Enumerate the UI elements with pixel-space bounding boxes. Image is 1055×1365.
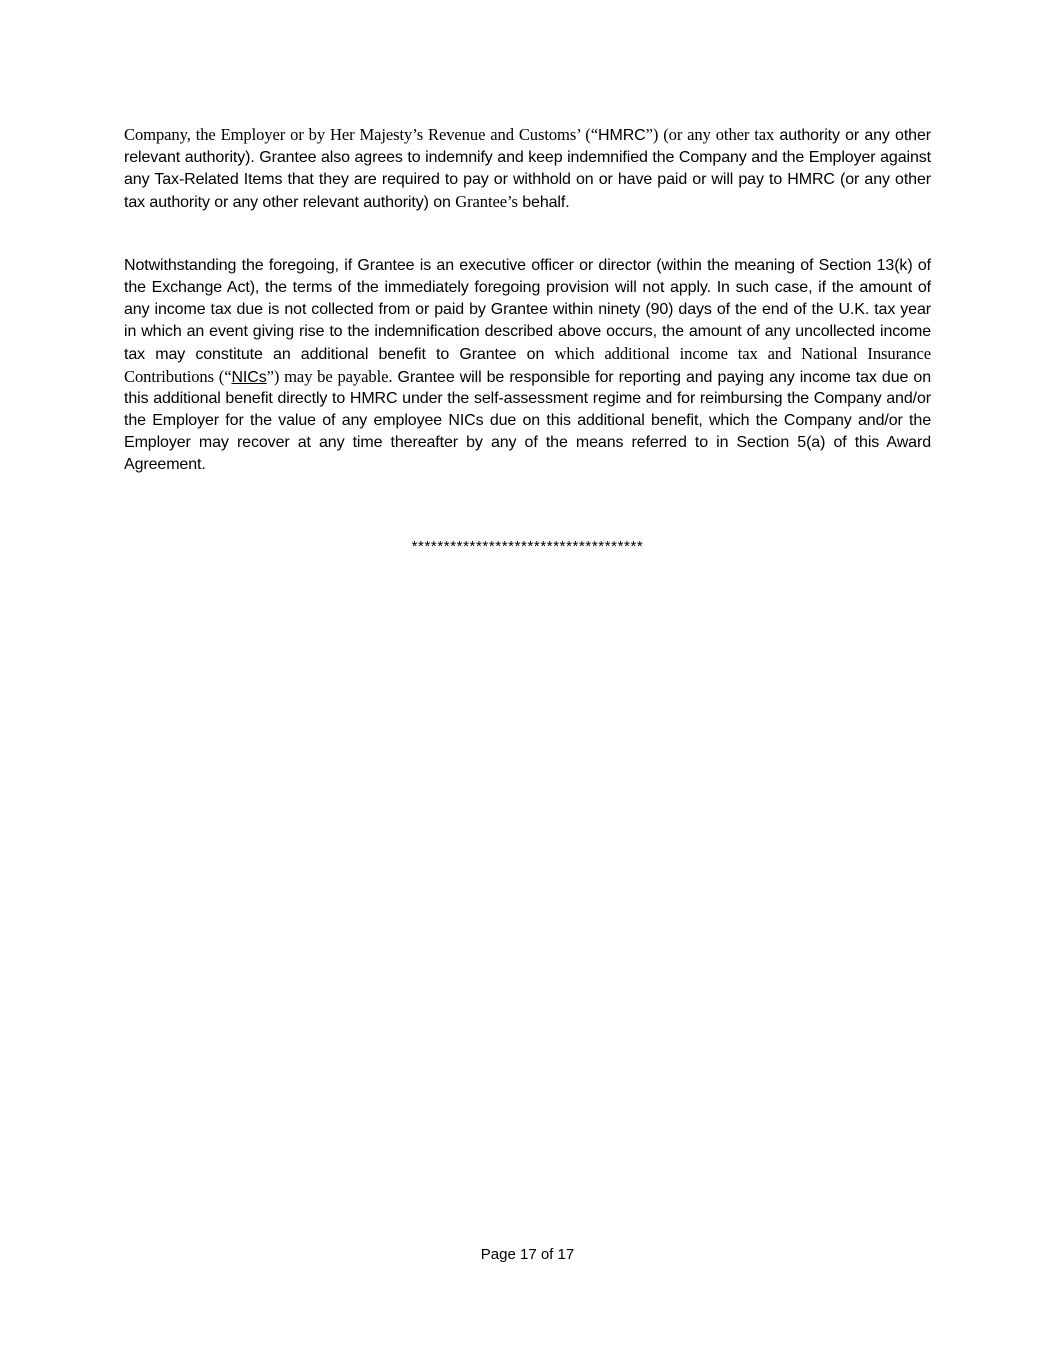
end-of-document-separator: ************************************ (411, 538, 644, 555)
paragraph-term-close: ”) may be payable. (266, 366, 393, 386)
paragraph-body-text: Notwithstanding the foregoing, if Grantee is an executive officer or director (within the meaning of Section 13(k) of the Exchange Act), the terms of the immediately foregoing provision will not apply. In such case, if the amount of any income tax due is not collected from or paid by Grantee within ninety (90) days of the end of the U.K. tax year in which an event giving rise to the indemnification described above occurs, the amount of any uncollected income tax may constitute an additional benefit to Grantee on (124, 257, 931, 363)
paragraph-body-text: authority or any other relevant authority). Grantee also agrees to indemnify and keep indemnified the Company and the Employer against any Tax-Related Items that they are required to pay or withhold on or have paid or will pay to HMRC (or any other tax authority or any other relevant authority) on (124, 127, 932, 211)
paragraph-executive-officer-exception (124, 255, 931, 476)
grantee-possessive: Grantee’s (455, 191, 518, 211)
defined-term-hmrc: HMRC (598, 127, 646, 144)
paragraph-serif-text: which additional income tax and National Insurance Contributions (“ (124, 343, 931, 386)
paragraph-indemnification (124, 124, 931, 214)
paragraph-tail-text: behalf. (517, 193, 570, 211)
paragraph-tail-text: Grantee will be responsible for reporting and paying any income tax due on this additional benefit directly to HMRC under the self-assessment regime and for reimbursing the Company and/or the Employer for the value of any employee NICs due on this additional benefit, which the Company and/or the Employer may recover at any time thereafter by any of the means referred to in Section 5(a) of this Award Agreement. (124, 368, 932, 474)
paragraph-lead-text: Company, the Employer or by Her Majesty’s Revenue and Customs’ (“ (124, 125, 599, 144)
page-number: Page 17 of 17 (480, 1246, 575, 1263)
defined-term-nics: NICs (231, 368, 267, 386)
paragraph-term-close: ”) (or any other tax (645, 125, 775, 144)
